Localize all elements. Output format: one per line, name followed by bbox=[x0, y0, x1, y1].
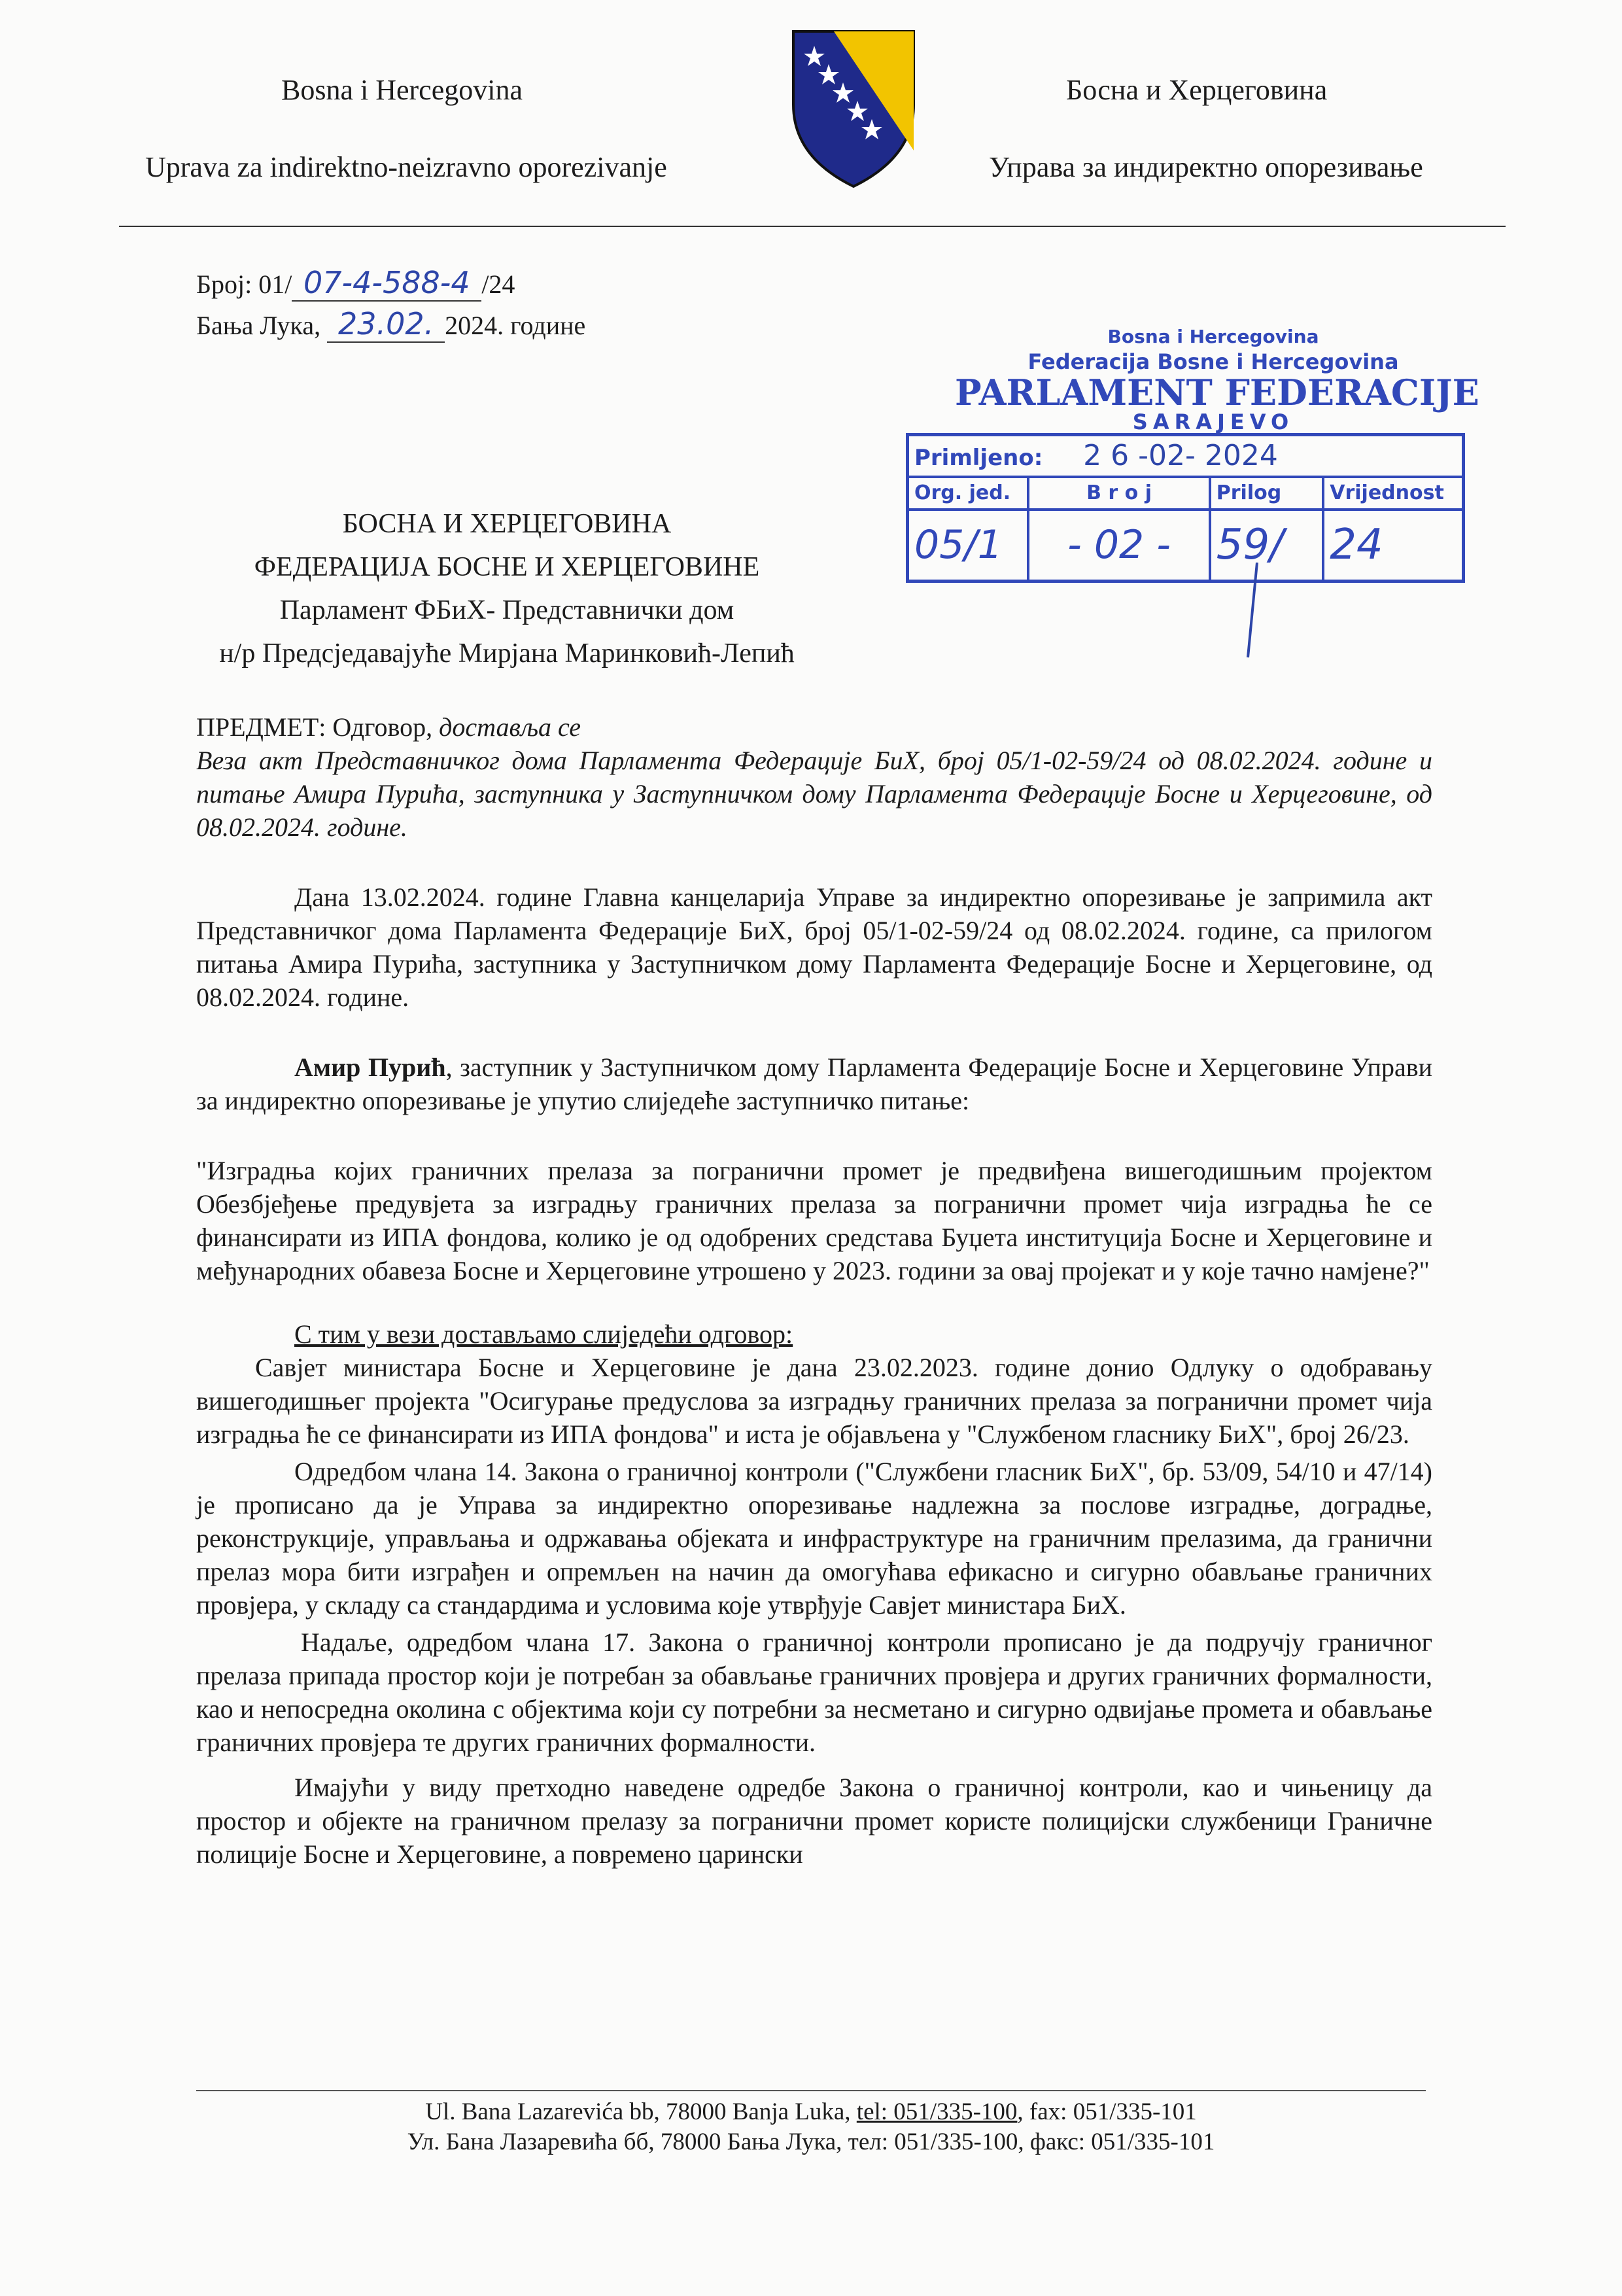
reference-number-handwritten: 07-4-588-4 bbox=[292, 265, 481, 302]
paragraph-3: Савјет министара Босне и Херцеговине је дана 23.02.2023. године донио Одлуку о одобравању вишегодишњег пројекта "Осигурање предуслова за изградњу граничних прелаза за погранични промет чија изградња ће се финансирати из ИПА фондова" и иста је објављена у "Службеном гласнику БиХ", број 26/23. bbox=[196, 1353, 1432, 1449]
stamp-line2: Federacija Bosne i Hercegovina bbox=[1027, 349, 1399, 374]
footer-fax-latin: , fax: 051/335-101 bbox=[1017, 2098, 1197, 2125]
reference-number-suffix: /24 bbox=[481, 270, 515, 299]
stamp-pen-stroke bbox=[1243, 563, 1262, 661]
letter-body bbox=[196, 880, 1432, 1871]
paragraph-5: Надаље, одредбом члана 17. Закона о граничној контроли прописано је да подручју граничног прелаза припада простор који је потребан за обављање граничних провјера и других граничних формалности, као и непосредна околина с објектима који су потребни за несметано и сигурно одвијање промета и обављање граничних провјера те других граничних формалности. bbox=[196, 1627, 1432, 1757]
subject-label: ПРЕДМЕТ: Одговор, bbox=[196, 712, 440, 742]
stamp-received-label: Primljeno: bbox=[914, 445, 1043, 472]
stamp-val-org: 05/1 bbox=[908, 510, 1029, 582]
subject-heading bbox=[196, 710, 1432, 744]
header-divider bbox=[119, 226, 1506, 227]
subject-block bbox=[196, 710, 1432, 844]
answer-heading-wrap bbox=[196, 1317, 1432, 1351]
footer-line2: Ул. Бана Лазаревића бб, 78000 Бања Лука, тел: 051/335-100, факс: 051/335-101 bbox=[407, 2129, 1215, 2155]
reference-number bbox=[196, 265, 515, 302]
paragraph-2 bbox=[196, 1051, 1432, 1117]
date-handwritten: 23.02. bbox=[327, 306, 445, 343]
recipient-line4: н/р Предсједавајуће Мирјана Маринковић-Лепић bbox=[219, 638, 795, 669]
stamp-col-org: Org. jed. bbox=[908, 477, 1029, 510]
stamp-val-value: 24 bbox=[1323, 510, 1463, 582]
stamp-col-value: Vrijednost bbox=[1323, 477, 1463, 510]
header-left-line2: Uprava za indirektno-neizravno oporezivanje bbox=[145, 151, 667, 183]
footer-divider bbox=[196, 2090, 1426, 2091]
paragraph-2-text: , заступник у Заступничком дому Парламента Федерације Босне и Херцеговине Управи за индиректно опорезивање је упутио слиједеће заступничко питање: bbox=[196, 1052, 1433, 1115]
header-left-line1: Bosna i Hercegovina bbox=[281, 74, 523, 106]
paragraph-4: Одредбом члана 14. Закона о граничној контроли ("Службени гласник БиХ", бр. 53/09, 54/10 и 47/14) је прописано да је Управа за индиректно опорезивање надлежна за послове изградње, доградње, реконструкције, управљања и одржавања објеката и инфраструктуре на граничним прелазима, да гранични прелаз мора бити изграђен и опремљен на начин да омогућава ефикасно и сигурно обављање граничних провјера, у складу са стандардима и условима које утврђује Савјет министара БиХ. bbox=[196, 1457, 1432, 1620]
paragraph-2-name: Амир Пурић bbox=[294, 1052, 446, 1082]
stamp-received-row bbox=[908, 435, 1464, 477]
stamp-val-attachment: 59/ bbox=[1210, 510, 1323, 582]
subject-label-italic: доставља се bbox=[439, 712, 581, 742]
stamp-received-date: 2 6 -02- 2024 bbox=[1083, 439, 1278, 473]
stamp-col-number: B r o j bbox=[1028, 477, 1209, 510]
recipient-line3: Парламент ФБиХ- Представнички дом bbox=[279, 595, 734, 625]
paragraph-1: Дана 13.02.2024. године Главна канцеларија Управе за индиректно опорезивање је запримила акт Представничког дома Парламента Федерације БиХ, број 05/1-02-59/24 од 08.02.2024. године, са прилогом питања Амира Пурића, заступника у Заступничком дому Парламента Федерације Босне и Херцеговине, од 08.02.2024. године. bbox=[196, 882, 1432, 1012]
place-label: Бања Лука, bbox=[196, 311, 321, 340]
answer-heading: С тим у вези достављамо слиједећи одговор: bbox=[294, 1319, 793, 1349]
reference-number-prefix: Број: 01/ bbox=[196, 270, 292, 299]
question-quote: "Изградња којих граничних прелаза за погранични промет је предвиђена вишегодишњим пројектом Обезбјеђење предувјета за изградњу граничних прелаза за погранични промет чија изградња ће се финансирати из ИПА фондова, колико је од одобрених средстава Буџета институција Босне и Херцеговине и међународних обавеза Босне и Херцеговине утрошено у 2023. години за овај пројекат и у које тачно намјене?" bbox=[196, 1156, 1432, 1285]
footer-line1 bbox=[196, 2098, 1426, 2126]
header-right-line2: Управа за индиректно опорезивање bbox=[989, 151, 1423, 183]
stamp-line4: SARAJEVO bbox=[1132, 409, 1294, 434]
place-date bbox=[196, 306, 585, 343]
header-right-line1: Босна и Херцеговина bbox=[1066, 74, 1328, 106]
footer-phone-link[interactable]: tel: 051/335-100 bbox=[856, 2098, 1018, 2125]
stamp-table bbox=[906, 433, 1465, 583]
footer-address-latin: Ul. Bana Lazarevića bb, 78000 Banja Luka, bbox=[425, 2098, 857, 2125]
stamp-line3: PARLAMENT FEDERACIJE bbox=[955, 372, 1479, 413]
stamp-val-number: - 02 - bbox=[1028, 510, 1209, 582]
recipient-line1: БОСНА И ХЕРЦЕГОВИНА bbox=[342, 509, 672, 539]
recipient-block bbox=[164, 502, 850, 675]
subject-reference: Веза акт Представничког дома Парламента Федерације БиХ, број 05/1-02-59/24 од 08.02.2024. године и питање Амира Пурића, заступника у Заступничком дому Парламента Федерације Босне и Херцеговине, од 08.02.2024. године. bbox=[196, 746, 1432, 842]
coat-of-arms-logo bbox=[788, 26, 919, 190]
recipient-line2: ФЕДЕРАЦИЈА БОСНЕ И ХЕРЦЕГОВИНЕ bbox=[254, 552, 760, 582]
stamp-line1: Bosna i Hercegovina bbox=[1107, 326, 1319, 347]
date-suffix: 2024. године bbox=[445, 311, 586, 340]
stamp-col-attachment: Prilog bbox=[1210, 477, 1323, 510]
paragraph-6: Имајући у виду претходно наведене одредбе Закона о граничној контроли, као и чињеницу да простор и објекте на граничном прелазу за погранични промет користе полицијски службеници Граничне полиције Босне и Херцеговине, а повремено царински bbox=[196, 1773, 1432, 1869]
